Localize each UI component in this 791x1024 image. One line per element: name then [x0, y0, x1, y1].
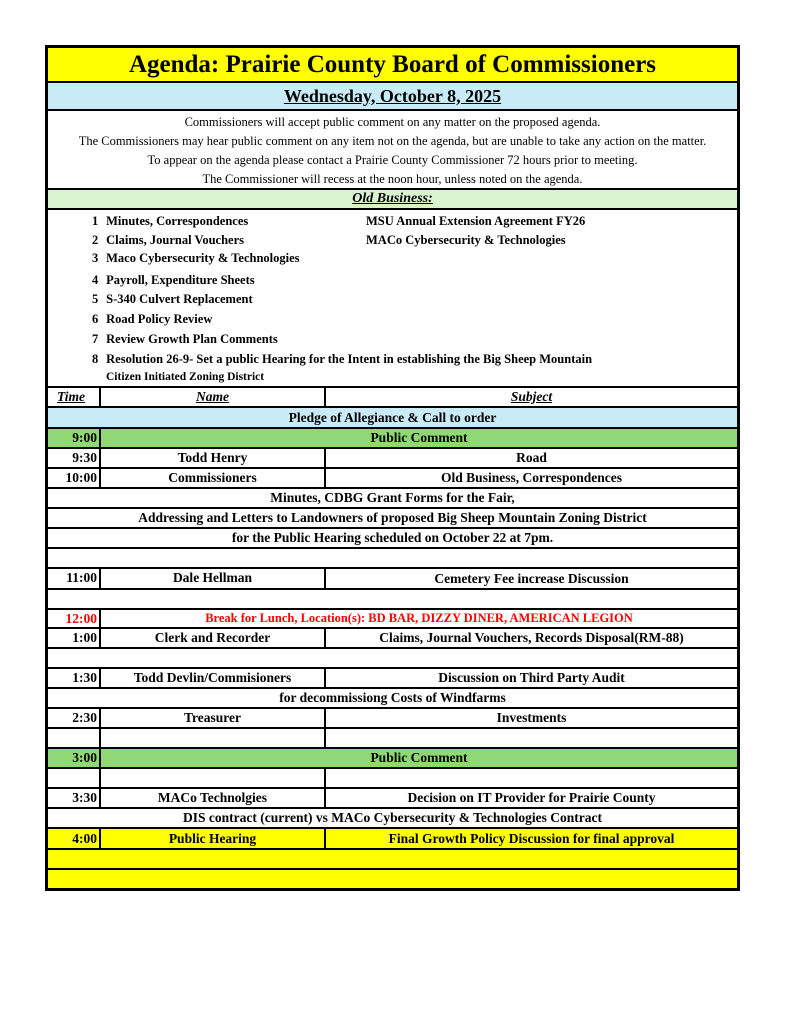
- blank-row: [48, 850, 737, 870]
- notice-line: Commissioners will accept public comment on any matter on the proposed agenda.: [184, 115, 601, 129]
- row-subject: Break for Lunch, Location(s): BD BAR, DIZZY DINER, AMERICAN LEGION: [205, 611, 633, 625]
- blank-cell: [99, 769, 326, 787]
- blank-row: [48, 870, 737, 888]
- schedule-row-public-comment: [48, 429, 737, 449]
- row-name: MACo Technolgies: [101, 789, 326, 807]
- item-number: 6: [92, 312, 99, 326]
- notice-line: To appear on the agenda please contact a Prairie County Commissioner 72 hours prior to meeting.: [147, 153, 638, 167]
- agenda-title: Agenda: Prairie County Board of Commissioners: [128, 50, 657, 78]
- row-time: 2:30: [48, 709, 101, 727]
- schedule-row-public-hearing: [48, 829, 737, 850]
- schedule-row: [48, 569, 737, 590]
- blank-cell: [48, 769, 101, 787]
- row-time: 11:00: [48, 569, 101, 588]
- row-subject: Public Comment: [370, 750, 468, 765]
- item-number: 1: [92, 214, 99, 228]
- meeting-date-row: [48, 83, 737, 111]
- item-number: 2: [92, 233, 99, 247]
- row-time: 9:00: [48, 429, 101, 447]
- old-business-item: [92, 273, 255, 288]
- schedule-row-lunch-break: [48, 610, 737, 629]
- subject-column-header: Subject: [510, 389, 553, 404]
- old-business-heading: Old Business:: [352, 191, 433, 206]
- old-business-item: [92, 352, 592, 367]
- schedule-row: [48, 789, 737, 809]
- schedule-note-row: [48, 489, 737, 509]
- blank-cell: [326, 729, 737, 747]
- old-business-item: [92, 332, 278, 347]
- row-time: 3:30: [48, 789, 101, 807]
- row-time: 3:00: [48, 749, 101, 767]
- row-name: Dale Hellman: [101, 569, 326, 588]
- row-time: 1:30: [48, 669, 101, 687]
- schedule-row: [48, 669, 737, 689]
- pledge-row: [48, 408, 737, 429]
- item-number: 5: [92, 292, 99, 306]
- item-text: Review Growth Plan Comments: [106, 332, 278, 346]
- row-name: Commissioners: [101, 469, 326, 487]
- row-time: 4:00: [48, 829, 101, 848]
- old-business-right-item: MACo Cybersecurity & Technologies: [366, 233, 566, 247]
- pledge-text: Pledge of Allegiance & Call to order: [288, 409, 497, 425]
- meeting-date: Wednesday, October 8, 2025: [283, 85, 502, 106]
- row-time: 10:00: [48, 469, 101, 487]
- blank-row: [48, 590, 737, 610]
- row-time: 12:00: [48, 610, 101, 627]
- schedule-row: [48, 449, 737, 469]
- blank-row: [48, 549, 737, 569]
- row-note: for decommissiong Costs of Windfarms: [279, 690, 506, 705]
- schedule-row: [48, 709, 737, 729]
- schedule-note-row: [48, 509, 737, 529]
- old-business-list: [48, 210, 737, 388]
- blank-cell: [326, 769, 737, 787]
- row-name: Treasurer: [101, 709, 326, 727]
- row-time: 9:30: [48, 449, 101, 467]
- blank-cell: [99, 729, 326, 747]
- item-number: 8: [92, 352, 99, 366]
- time-column-header: Time: [48, 388, 101, 406]
- item-text: Claims, Journal Vouchers: [106, 233, 244, 247]
- item-number: 4: [92, 273, 99, 287]
- notice-line: The Commissioners may hear public comment on any item not on the agenda, but are unable to take any action on the matter.: [78, 134, 707, 148]
- schedule-header-row: [48, 388, 737, 408]
- item-number: 3: [92, 251, 99, 265]
- row-subject: Old Business, Correspondences: [441, 470, 622, 485]
- blank-row: [48, 649, 737, 669]
- old-business-item: [92, 312, 212, 327]
- row-time: 1:00: [48, 629, 101, 647]
- row-subject: Decision on IT Provider for Prairie County: [407, 790, 656, 805]
- schedule-row: [48, 629, 737, 649]
- notice-line: The Commissioner will recess at the noon hour, unless noted on the agenda.: [202, 172, 583, 186]
- schedule-note-row: [48, 529, 737, 549]
- item-text: Minutes, Correspondences: [106, 214, 249, 228]
- row-subject: Cemetery Fee increase Discussion: [434, 570, 629, 586]
- row-subject: Public Comment: [370, 430, 468, 445]
- item-text: S-340 Culvert Replacement: [106, 292, 253, 306]
- row-name: Todd Devlin/Commisioners: [101, 669, 326, 687]
- item-text: Resolution 26-9- Set a public Hearing for the Intent in establishing the Big Sheep Mountain: [106, 352, 593, 366]
- blank-cell: [48, 729, 101, 747]
- item-text: Road Policy Review: [106, 312, 213, 326]
- row-subject: Discussion on Third Party Audit: [438, 670, 625, 685]
- old-business-heading-row: [48, 190, 737, 210]
- schedule-row-public-comment: [48, 749, 737, 769]
- blank-row: [48, 729, 737, 749]
- row-subject: Claims, Journal Vouchers, Records Disposal(RM-88): [379, 630, 684, 645]
- blank-row: [48, 769, 737, 789]
- notices-block: [48, 111, 737, 190]
- row-name: Clerk and Recorder: [101, 629, 326, 647]
- row-note: Addressing and Letters to Landowners of proposed Big Sheep Mountain Zoning District: [138, 510, 647, 525]
- row-name: Public Hearing: [101, 829, 326, 848]
- schedule-note-row: [48, 689, 737, 709]
- agenda-title-row: [48, 48, 737, 83]
- old-business-item: [92, 214, 248, 229]
- old-business-item: [92, 233, 244, 248]
- row-note: Minutes, CDBG Grant Forms for the Fair,: [270, 490, 515, 505]
- row-note: for the Public Hearing scheduled on October 22 at 7pm.: [231, 530, 554, 545]
- row-note: DIS contract (current) vs MACo Cybersecurity & Technologies Contract: [183, 810, 602, 825]
- name-column-header: Name: [101, 388, 326, 406]
- row-subject: Investments: [496, 710, 567, 725]
- schedule-row: [48, 469, 737, 489]
- old-business-item-continued: Citizen Initiated Zoning District: [106, 371, 265, 383]
- row-subject: Final Growth Policy Discussion for final approval: [388, 830, 675, 846]
- old-business-item: [92, 251, 300, 266]
- row-subject: Road: [516, 450, 547, 465]
- row-name: Todd Henry: [101, 449, 326, 467]
- item-text: Maco Cybersecurity & Technologies: [106, 251, 300, 265]
- item-text: Payroll, Expenditure Sheets: [106, 273, 255, 287]
- old-business-right-item: MSU Annual Extension Agreement FY26: [366, 214, 586, 228]
- old-business-item: [92, 292, 253, 307]
- schedule-note-row: [48, 809, 737, 829]
- item-number: 7: [92, 332, 99, 346]
- agenda-sheet: [45, 45, 740, 891]
